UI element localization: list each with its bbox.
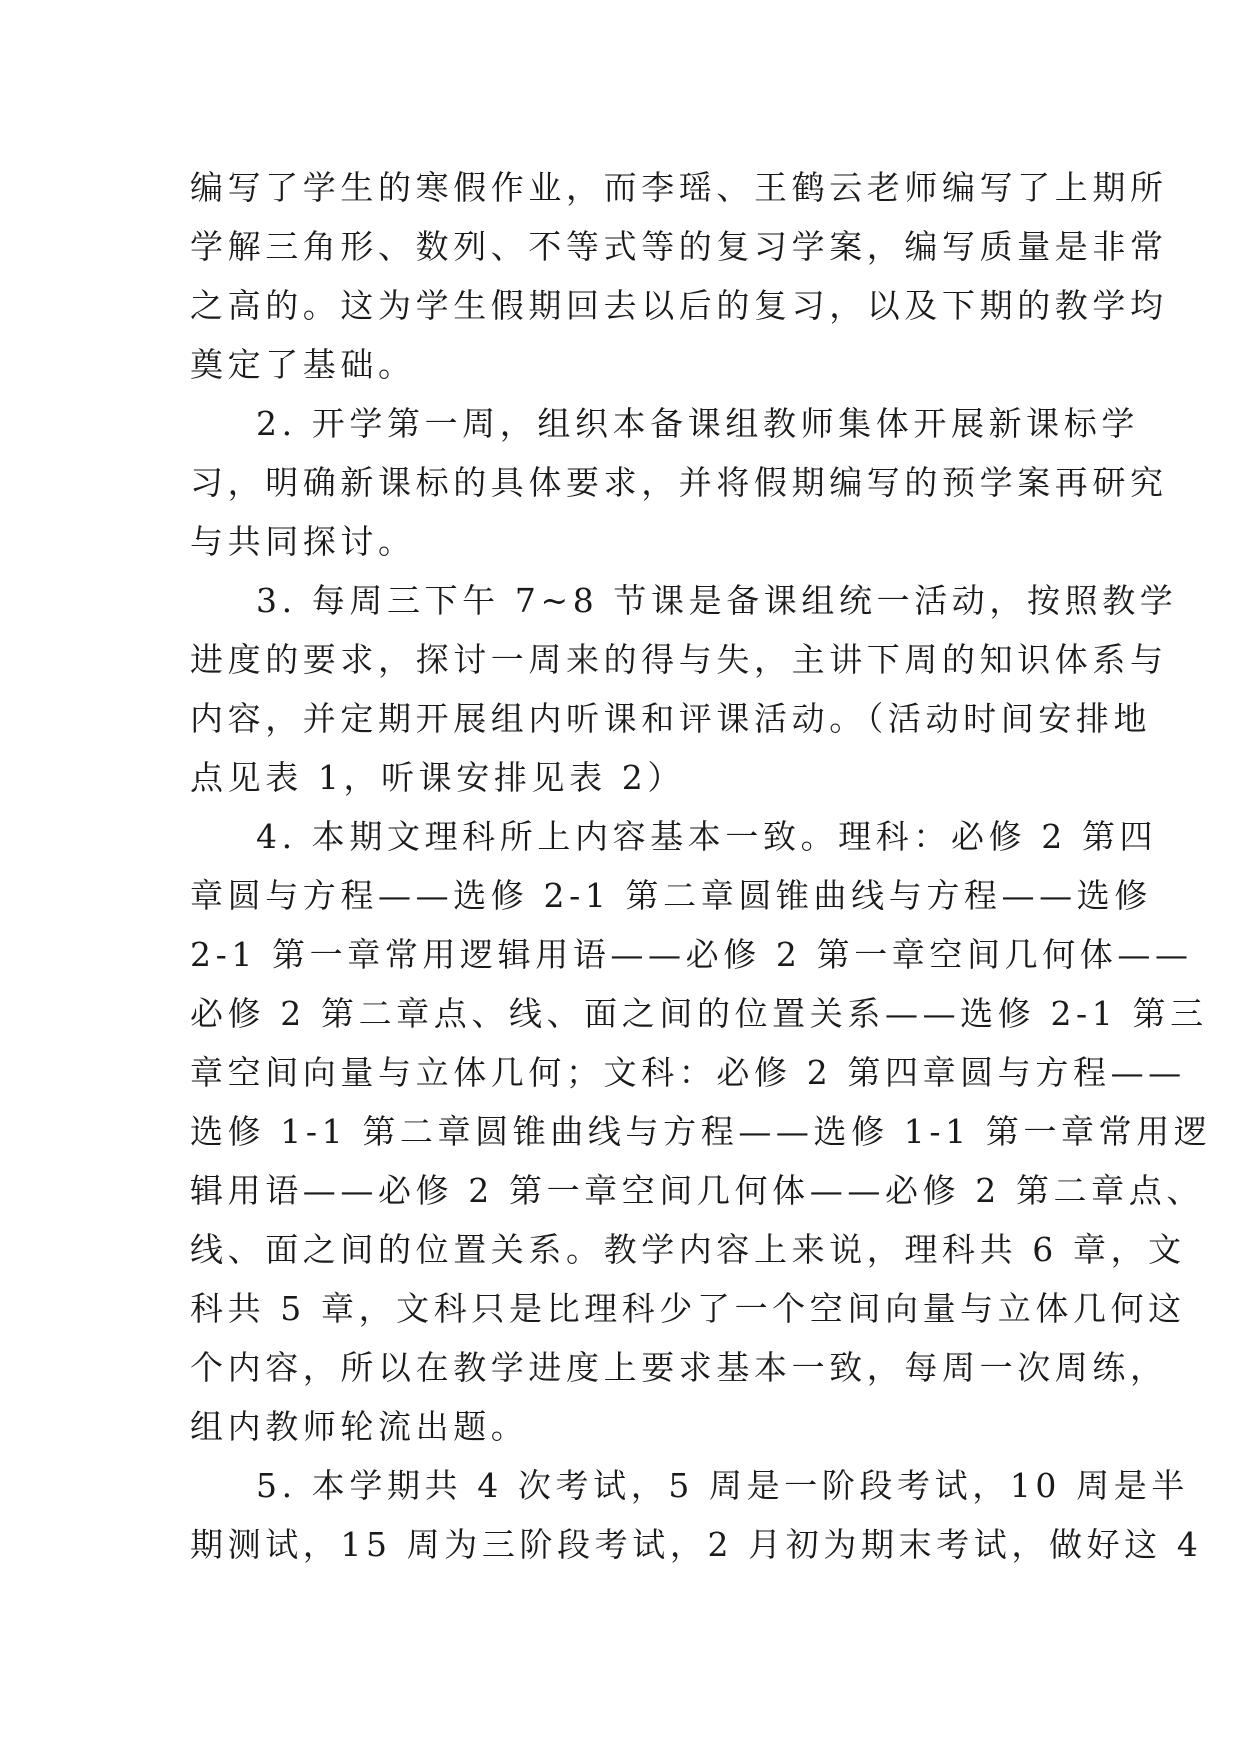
text-line: 进度的要求，探讨一周来的得与失，主讲下周的知识体系与 <box>190 640 1168 679</box>
document-page <box>190 158 1212 1574</box>
paragraph-5 <box>190 1456 1203 1574</box>
text-line: 辑用语——必修 2 第一章空间几何体——必修 2 第二章点、 <box>190 1171 1204 1210</box>
text-line: 点见表 1，听课安排见表 2） <box>190 758 685 797</box>
text-line: 线、面之间的位置关系。教学内容上来说，理科共 6 章，文 <box>190 1230 1186 1269</box>
text-line: 3. 每周三下午 7~8 节课是备课组统一活动，按照教学 <box>256 581 1178 620</box>
text-line: 5. 本学期共 4 次考试，5 周是一阶段考试，10 周是半 <box>256 1466 1189 1505</box>
text-line: 科共 5 章，文科只是比理科少了一个空间向量与立体几何这 <box>190 1289 1186 1328</box>
text-line: 选修 1-1 第二章圆锥曲线与方程——选修 1-1 第一章常用逻 <box>190 1112 1212 1151</box>
text-line: 2. 开学第一周，组织本备课组教师集体开展新课标学 <box>256 404 1139 443</box>
paragraph-2 <box>190 394 1168 571</box>
text-line: 个内容，所以在教学进度上要求基本一致，每周一次周练， <box>190 1348 1168 1387</box>
text-line: 奠定了基础。 <box>190 345 416 384</box>
text-line: 编写了学生的寒假作业，而李瑶、王鹤云老师编写了上期所 <box>190 168 1168 207</box>
text-line: 章空间向量与立体几何；文科：必修 2 第四章圆与方程—— <box>190 1053 1186 1092</box>
text-line: 学解三角形、数列、不等式等的复习学案，编写质量是非常 <box>190 227 1168 266</box>
text-line: 之高的。这为学生假期回去以后的复习，以及下期的教学均 <box>190 286 1168 325</box>
text-line: 习，明确新课标的具体要求，并将假期编写的预学案再研究 <box>190 463 1168 502</box>
paragraph-3 <box>190 571 1178 807</box>
text-line: 必修 2 第二章点、线、面之间的位置关系——选修 2-1 第三 <box>190 994 1208 1033</box>
text-line: 4. 本期文理科所上内容基本一致。理科：必修 2 第四 <box>256 817 1158 856</box>
text-line: 与共同探讨。 <box>190 522 416 561</box>
text-line: 组内教师轮流出题。 <box>190 1407 529 1446</box>
text-line: 2-1 第一章常用逻辑用语——必修 2 第一章空间几何体—— <box>190 935 1193 974</box>
text-line: 内容，并定期开展组内听课和评课活动。（活动时间安排地 <box>190 699 1152 738</box>
paragraph-4 <box>190 807 1212 1456</box>
text-line: 期测试，15 周为三阶段考试，2 月初为期末考试，做好这 4 <box>190 1525 1203 1564</box>
text-line: 章圆与方程——选修 2-1 第二章圆锥曲线与方程——选修 <box>190 876 1152 915</box>
paragraph-1 <box>190 158 1168 394</box>
